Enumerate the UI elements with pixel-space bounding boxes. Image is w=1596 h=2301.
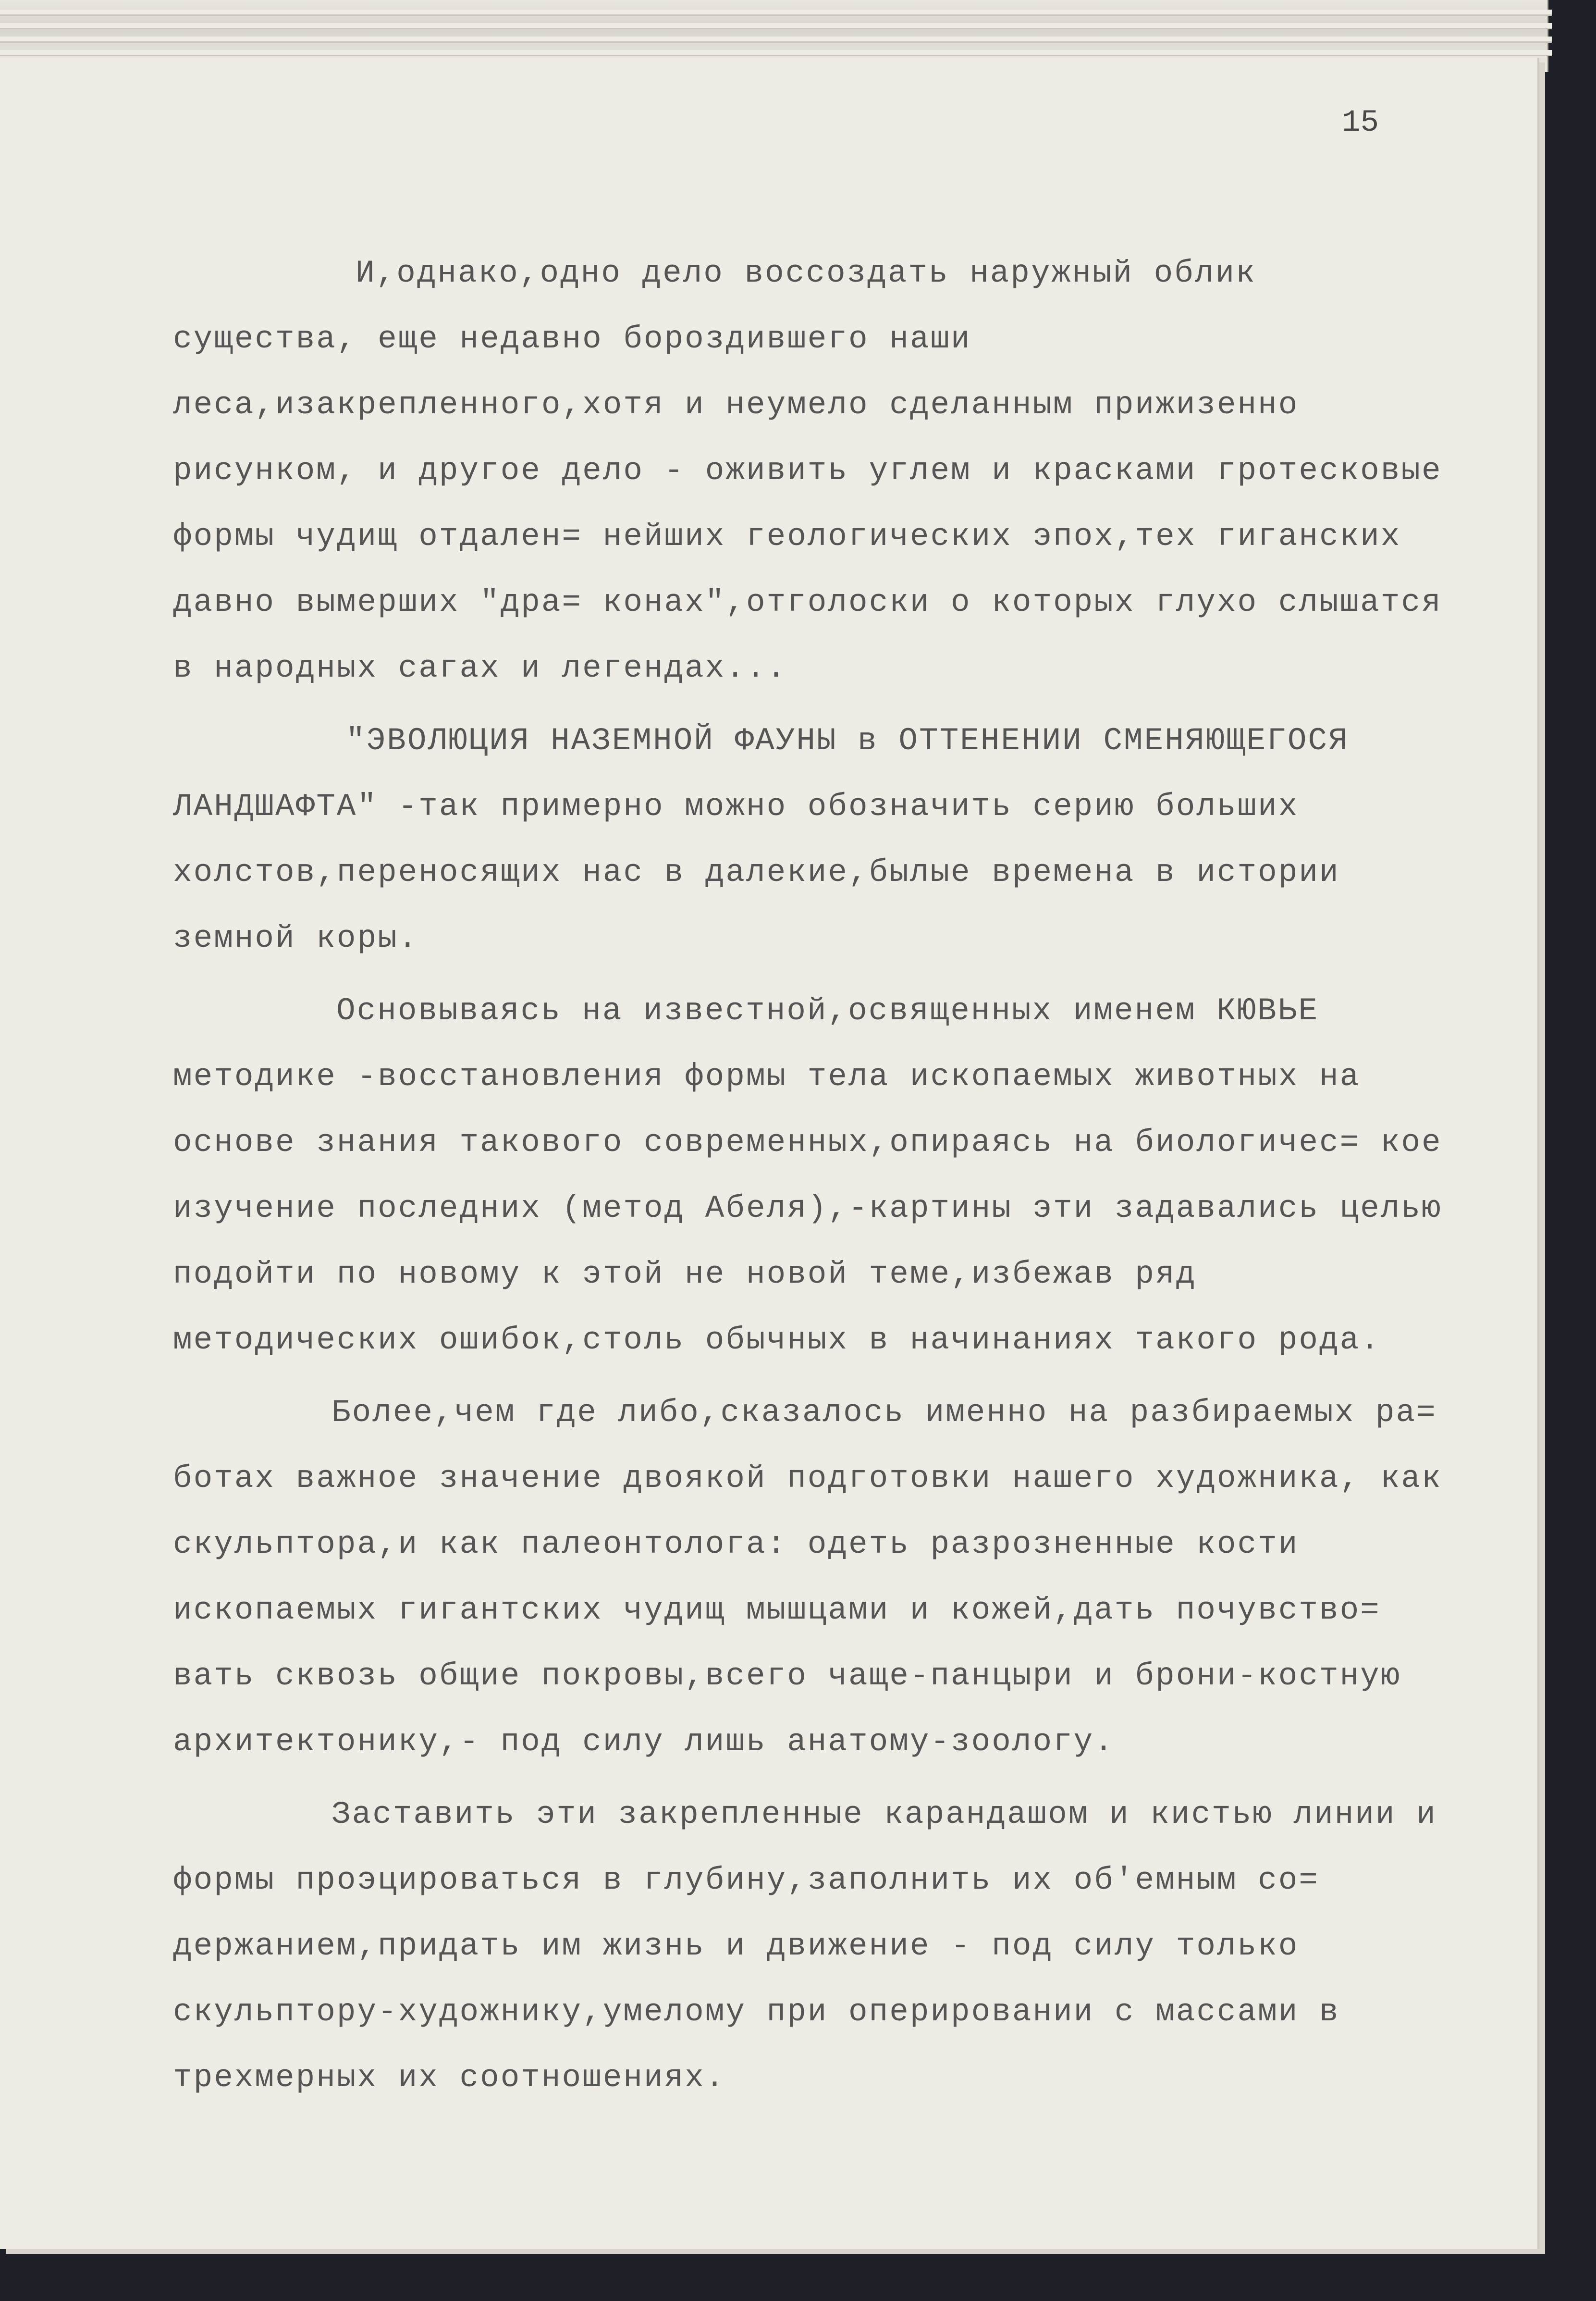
page-text <box>173 240 1446 2111</box>
paper-stack-line <box>0 10 1552 16</box>
typewritten-page <box>0 58 1539 2249</box>
paragraph-4: Более,чем где либо,сказалось именно на разбираемых ра= ботах важное значение двоякой подготовки нашего художника, как скульптора,и как палеонтолога: одеть разрозненные кости ископаемых гигантских чудищ мышцами и кожей,дать почувство= вать сквозь общие покровы,всего чаще-панцыри и брони-костную архитектонику,- под силу лишь анатому-зоологу. <box>173 1395 1442 1760</box>
paper-stack-line <box>0 37 1552 43</box>
paper-stack-line <box>0 23 1552 29</box>
page-number: 15 <box>1342 106 1379 140</box>
paper-stack-line <box>0 50 1552 56</box>
paragraph-3: Основываясь на известной,освященных именем КЮВЬЕ методике -восстановления формы тела ископаемых животных на основе знания такового современных,опираясь на биологичес= кое изучение последних (метод Абеля),-картины эти задавались целью подойти по новому к этой не новой теме,избежав ряд методических ошибок,столь обычных в начинаниях такого рода. <box>173 993 1442 1358</box>
paragraph-1: И,однако,одно дело воссоздать наружный облик существа, еще недавно бороздившего наши леса,изакрепленного,хотя и неумело сделанным прижизенно рисунком, и другое дело - оживить углем и красками гротесковые формы чудищ отдален= нейших геологических эпох,тех гиганских давно вымерших "дра= конах",отголоски о которых глухо слышатся в народных сагах и легендах... <box>173 255 1442 686</box>
paragraph-5: Заставить эти закрепленные карандашом и кистью линии и формы проэцироваться в глубину,заполнить их об'емным со= держанием,придать им жизнь и движение - под силу только скульптору-художнику,умелому при оперировании с массами в трехмерных их соотношениях. <box>173 1796 1437 2096</box>
paragraph-2: "ЭВОЛЮЦИЯ НАЗЕМНОЙ ФАУНЫ в ОТТЕНЕНИИ СМЕНЯЮЩЕГОСЯ ЛАНДШАФТА" -так примерно можно обозначить серию больших холстов,переносящих нас в далекие,былые времена в истории земной коры. <box>173 723 1349 956</box>
